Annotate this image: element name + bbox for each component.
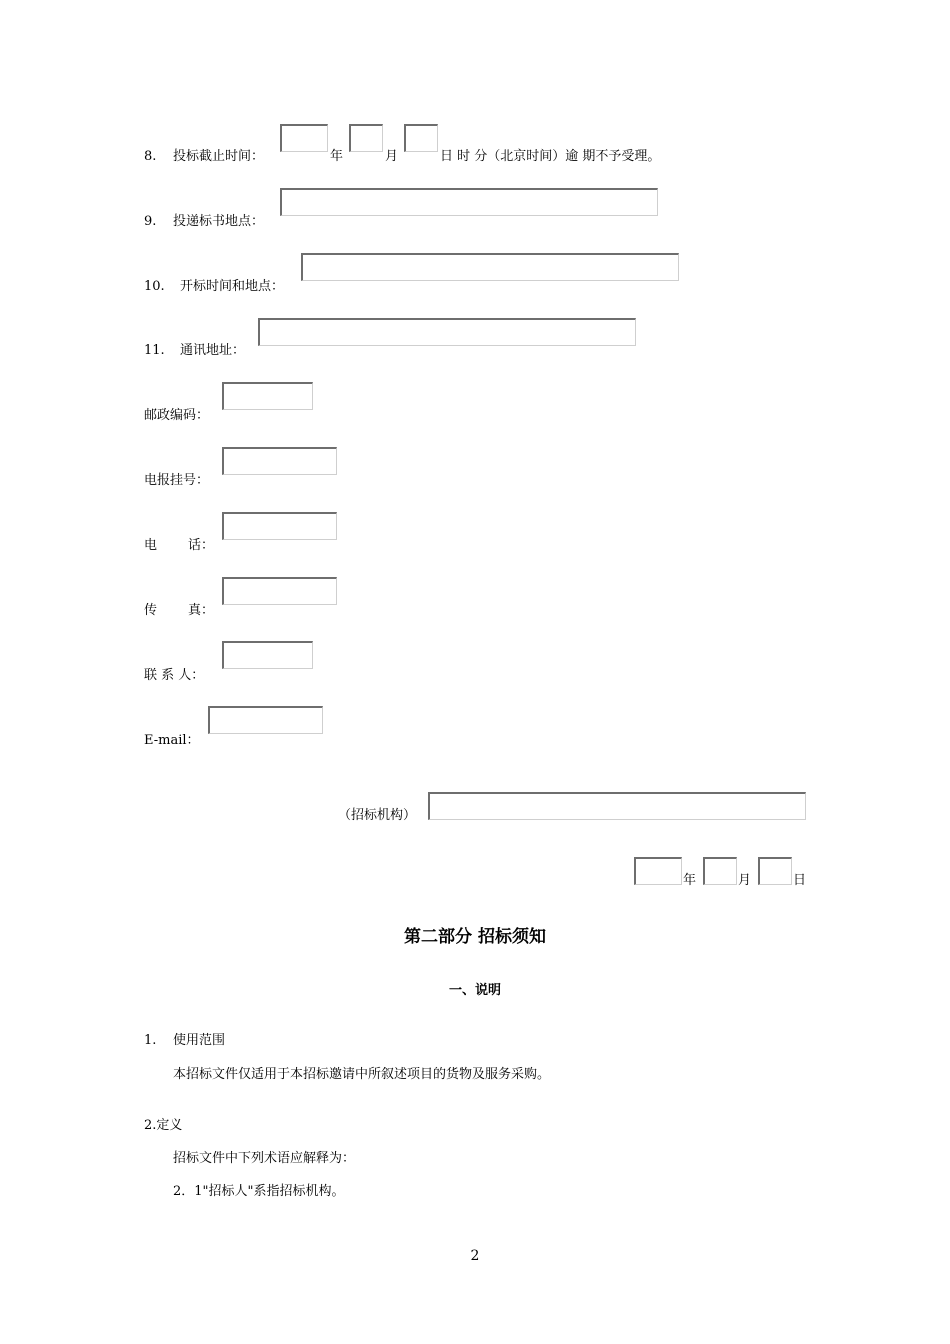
deadline-month-field[interactable]: [349, 124, 383, 152]
deadline-year-field[interactable]: [280, 124, 328, 152]
telegram-field[interactable]: [222, 447, 337, 475]
email-label: E-mail：: [144, 733, 200, 748]
phone-label-char1: 电: [144, 538, 158, 553]
page-number: 2: [470, 1248, 480, 1264]
deadline-day-field[interactable]: [404, 124, 438, 152]
item-10-number: 10.: [144, 279, 165, 294]
section-2-body: 招标文件中下列术语应解释为：: [173, 1151, 356, 1166]
section-title: 一、说明: [448, 983, 501, 998]
section-1-body: 本招标文件仅适用于本招标邀请中所叙述项目的货物及服务采购。: [173, 1067, 551, 1082]
opening-time-place-field[interactable]: [301, 253, 679, 281]
deadline-month-unit: 月: [385, 149, 399, 164]
item-10-label: 开标时间和地点：: [180, 279, 285, 294]
contact-person-label: 联 系 人：: [144, 668, 205, 683]
phone-field[interactable]: [222, 512, 337, 540]
sign-year-field[interactable]: [634, 857, 682, 885]
postcode-label: 邮政编码：: [144, 408, 210, 423]
item-9-label: 投递标书地点：: [173, 214, 265, 229]
bid-submission-place-field[interactable]: [280, 188, 658, 216]
telegram-label: 电报挂号：: [144, 473, 210, 488]
item-8-number: 8.: [144, 149, 157, 164]
item-11-number: 11.: [144, 343, 165, 358]
deadline-year-unit: 年: [330, 149, 344, 164]
email-field[interactable]: [208, 706, 323, 734]
agency-field[interactable]: [428, 792, 806, 820]
sign-day-unit: 日: [793, 873, 807, 888]
item-9-number: 9.: [144, 214, 157, 229]
part2-title: 第二部分 招标须知: [404, 927, 546, 947]
sign-month-field[interactable]: [703, 857, 737, 885]
section-1-number: 1.: [144, 1033, 157, 1048]
postcode-field[interactable]: [222, 382, 313, 410]
agency-label: （招标机构）: [338, 808, 417, 823]
sign-day-field[interactable]: [758, 857, 792, 885]
fax-label-char2: 真：: [188, 603, 215, 618]
section-1-title: 使用范围: [173, 1033, 226, 1048]
fax-field[interactable]: [222, 577, 337, 605]
sign-year-unit: 年: [683, 873, 697, 888]
item-11-label: 通讯地址：: [180, 343, 246, 358]
fax-label-char1: 传: [144, 603, 158, 618]
sign-month-unit: 月: [738, 873, 752, 888]
item-8-label: 投标截止时间：: [173, 149, 265, 164]
address-field[interactable]: [258, 318, 636, 346]
contact-person-field[interactable]: [222, 641, 313, 669]
section-2-title: 2.定义: [144, 1118, 183, 1133]
section-2-1: 2．1"招标人"系指招标机构。: [173, 1184, 345, 1199]
phone-label-char2: 话：: [188, 538, 215, 553]
deadline-tail-text: 日 时 分（北京时间）逾 期不予受理。: [440, 149, 661, 164]
